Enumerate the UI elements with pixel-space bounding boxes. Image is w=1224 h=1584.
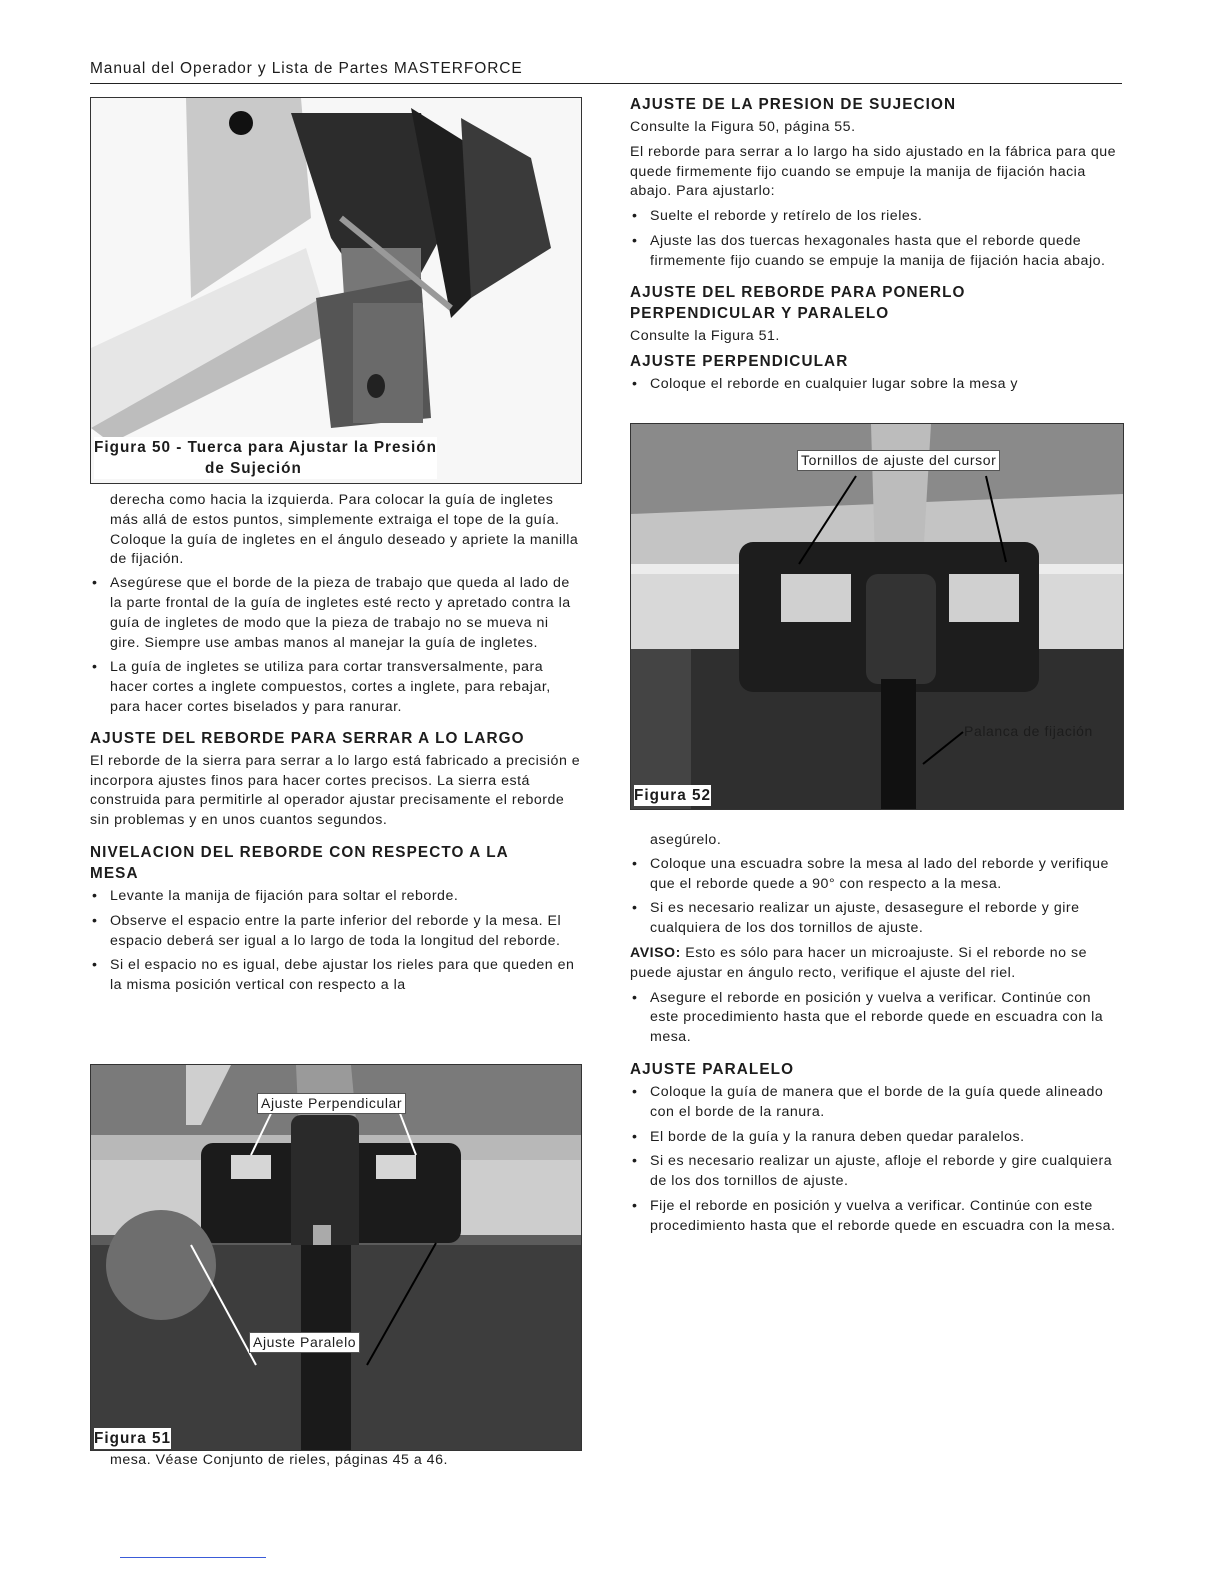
list-item: • Levante la manija de fijación para soltar el reborde. — [90, 887, 582, 907]
right-column-top — [630, 94, 1122, 400]
figure-51-photo — [91, 1065, 581, 1450]
miter-gauge-list — [90, 574, 582, 718]
list-item: • Coloque una escuadra sobre la mesa al lado del reborde y verifique que el reborde quede a 90° con respecto a la mesa. — [630, 855, 1122, 895]
heading-rip-fence: AJUSTE DEL REBORDE PARA SERRAR A LO LARGO — [90, 729, 525, 747]
left-after-figure-51: mesa. Véase Conjunto de rieles, páginas 45 a 46. — [110, 1452, 448, 1468]
list-item: • La guía de ingletes se utiliza para cortar transversalmente, para hacer cortes a inglete compuestos, cortes a inglete, para rebajar, para hacer cortes biselados y para ranurar. — [90, 658, 582, 717]
pressure-paragraph: El reborde para serrar a lo largo ha sido ajustado en la fábrica para que quede firmemente fijo cuando se empuje la manija de fijación hacia abajo. Para ajustarlo: — [630, 143, 1117, 200]
list-item: • Coloque la guía de manera que el borde de la guía quede alineado con el borde de la ranura. — [630, 1083, 1122, 1123]
perpendicular-list — [630, 855, 1122, 939]
left-column — [90, 491, 582, 1001]
callout-lever: Palanca de fijación — [964, 723, 1093, 739]
ref-figure-51: Consulte la Figura 51. — [630, 327, 780, 344]
notice: AVISO: Esto es sólo para hacer un microajuste. Si el reborde no se puede ajustar en ángulo recto, verifique el ajuste del riel. — [630, 944, 1087, 981]
callout-screws: Tornillos de ajuste del cursor — [797, 450, 1000, 471]
footer-link-line — [120, 1557, 266, 1558]
heading-parallel: AJUSTE PARALELO — [630, 1060, 795, 1078]
list-item: • Si el espacio no es igual, debe ajustar los rieles para que queden en la misma posición vertical con respecto a la — [90, 956, 582, 996]
list-item: • El borde de la guía y la ranura deben quedar paralelos. — [630, 1128, 1122, 1148]
list-item: • Fije el reborde en posición y vuelva a verificar. Continúe con este procedimiento hasta que el reborde quede en escuadra con la mesa. — [630, 1197, 1122, 1237]
figure-50 — [90, 97, 582, 484]
list-item: • Ajuste las dos tuercas hexagonales hasta que el reborde quede firmemente fijo cuando se empuje la manija de fijación hacia abajo. — [630, 232, 1122, 272]
leveling-list — [90, 887, 582, 996]
list-item: • Si es necesario realizar un ajuste, afloje el reborde y gire cualquiera de los dos tornillos de ajuste. — [630, 1152, 1122, 1192]
figure-52-caption: Figura 52 — [634, 787, 712, 804]
callout-ajuste-paralelo: Ajuste Paralelo — [249, 1332, 360, 1353]
list-item: • Asegúrese que el borde de la pieza de trabajo que queda al lado de la parte frontal de la guía de ingletes esté recto y apretado contra la guía de ingletes de modo que la pieza de trabajo no se mueva ni gire. Siempre use ambas manos al manejar la guía de ingletes. — [90, 574, 582, 653]
heading-clamping-pressure: AJUSTE DE LA PRESION DE SUJECION — [630, 96, 957, 113]
header-rule — [90, 83, 1122, 84]
right-column-bottom: asegúrelo. • Coloque una escuadra sobre la mesa al lado del reborde y verifique que el reborde quede a 90° con respecto a la mesa. • Si es necesario realizar un ajuste, desasegure el reborde y gire cualquiera de los dos tornillos de ajuste. AVISO: Esto es sólo para hacer un microajuste. Si el reborde no se puede ajustar en ángulo recto, verifique el ajuste del riel. • Asegure el reborde en posición y vuelva a verificar. Continúe con este procedimiento hasta que el reborde quede en escuadra con la mesa. AJUSTE PARALELO • Coloque la guía de manera que el borde de la guía quede alineado con el borde de la ranura. • El borde de la guía y la ranura deben quedar paralelos. • Si es necesario realizar un ajuste, afloje el reborde y gire cualquiera de los dos tornillos de ajuste. • Fije el reborde en posición y vuelva a verificar. Continúe con este procedimiento hasta que el reborde quede en escuadra con la mesa. — [630, 831, 1122, 1242]
figure-52-photo — [631, 424, 1123, 809]
heading-perpendicular: AJUSTE PERPENDICULAR — [630, 353, 849, 371]
continued-paragraph: derecha como hacia la izquierda. Para colocar la guía de ingletes más allá de estos puntos, simplemente extraiga el tope de la guía. Coloque la guía de ingletes en el ángulo deseado y apriete la manilla de fijación. — [110, 492, 579, 568]
parallel-list — [630, 1083, 1122, 1237]
figure-52 — [630, 423, 1124, 810]
figure-51-caption: Figura 51 — [94, 1430, 172, 1447]
figure-50-caption: Figura 50 - Tuerca para Ajustar la Presión de Sujeción — [94, 439, 437, 477]
ref-figure-50: Consulte la Figura 50, página 55. — [630, 119, 856, 135]
rip-fence-paragraph: El reborde de la sierra para serrar a lo largo está fabricado a precisión e incorpora ajustes finos para hacer cortes precisos. La sierra está construida para permitirle al operador ajustar precisamente el reborde sin problemas y en unos cuantos segundos. — [90, 752, 581, 829]
page-header: Manual del Operador y Lista de Partes MASTERFORCE — [90, 60, 523, 77]
list-item: • Coloque el reborde en cualquier lugar sobre la mesa y — [630, 375, 1122, 395]
pressure-list — [630, 207, 1122, 271]
list-item: • Suelte el reborde y retírelo de los rieles. — [630, 207, 1122, 227]
list-item: • Observe el espacio entre la parte inferior del reborde y la mesa. El espacio deberá ser igual a lo largo de toda la longitud del reborde. — [90, 912, 582, 952]
callout-ajuste-perpendicular: Ajuste Perpendicular — [257, 1093, 406, 1114]
list-item: • Asegure el reborde en posición y vuelva a verificar. Continúe con este procedimiento hasta que el reborde quede en escuadra con la mesa. — [630, 989, 1122, 1048]
figure-51 — [90, 1064, 582, 1451]
heading-leveling: NIVELACION DEL REBORDE CON RESPECTO A LA MESA — [90, 843, 509, 882]
figure-50-photo — [91, 98, 581, 483]
heading-square-parallel: AJUSTE DEL REBORDE PARA PONERLO PERPENDICULAR Y PARALELO — [630, 283, 966, 322]
list-item: • Si es necesario realizar un ajuste, desasegure el reborde y gire cualquiera de los dos tornillos de ajuste. — [630, 899, 1122, 939]
